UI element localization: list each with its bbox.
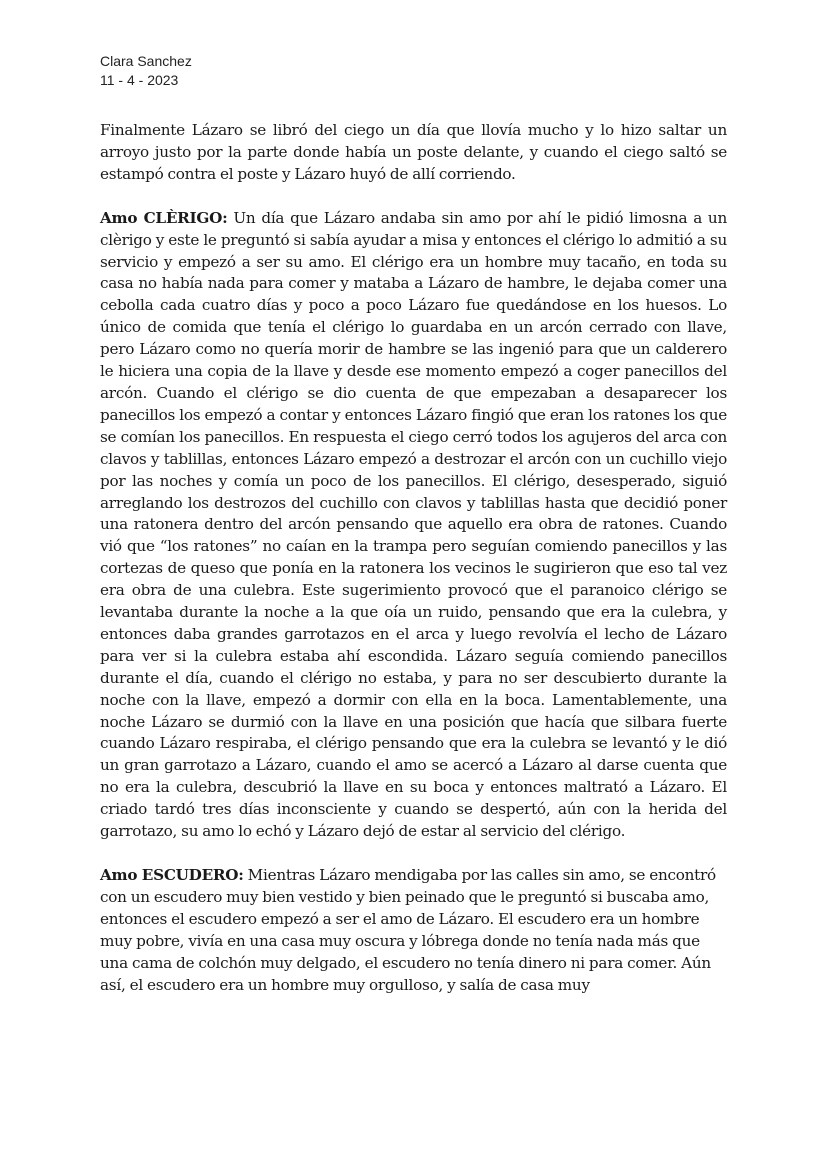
- author-name: Clara Sanchez: [100, 53, 192, 69]
- paragraph-intro: [100, 120, 727, 186]
- paragraph-text: Mientras Lázaro mendigaba por las calles sin amo, se encontró con un escudero muy bien vestido y bien peinado que le preguntó si buscaba amo, entonces el escudero empezó a ser el amo de Lázaro. El escudero era un hombre muy pobre, vivía en una casa muy oscura y lóbrega donde no tenía nada más que una cama de colchón muy delgado, el escudero no tenía dinero ni para comer. Aún así, el escudero era un hombre muy orgulloso, y salía de casa muy: [100, 866, 716, 994]
- paragraph-amo-escudero: [100, 865, 727, 996]
- section-label-clerigo: Amo CLÈRIGO:: [100, 208, 228, 227]
- paragraph-text: Un día que Lázaro andaba sin amo por ahí le pidió limosna a un clèrigo y este le preguntó si sabía ayudar a misa y entonces el clérigo lo admitió a su servicio y empezó a ser su amo. El clérigo era un hombre muy tacaño, en toda su casa no había nada para comer y mataba a Lázaro de hambre, le dejaba comer una cebolla cada cuatro días y poco a poco Lázaro fue quedándose en los huesos. Lo único de comida que tenía el clérigo lo guardaba en un arcón cerrado con llave, pero Lázaro como no quería morir de hambre se las ingenió para que un calderero le hiciera una copia de la llave y desde ese momento empezó a coger panecillos del arcón. Cuando el clérigo se dio cuenta de que empezaban a desaparecer los panecillos los empezó a contar y entonces Lázaro fingió que eran los ratones los que se comían los panecillos. En respuesta el ciego cerró todos los agujeros del arca con clavos y tablillas, entonces Lázaro empezó a destrozar el arcón con un cuchillo viejo por las noches y comía un poco de los panecillos. El clérigo, desesperado, siguió arreglando los destrozos del cuchillo con clavos y tablillas hasta que decidió poner una ratonera dentro del arcón pensando que aquello era obra de ratones. Cuando vió que “los ratones” no caían en la trampa pero seguían comiendo panecillos y las cortezas de queso que ponía en la ratonera los vecinos le sugirieron que eso tal vez era obra de una culebra. Este sugerimiento provocó que el paranoico clérigo se levantaba durante la noche a la que oía un ruido, pensando que era la culebra, y entonces daba grandes garrotazos en el arca y luego revolvía el lecho de Lázaro para ver si la culebra estaba ahí escondida. Lázaro seguía comiendo panecillos durante el día, cuando el clérigo no estaba, y para no ser descubierto durante la noche con la llave, empezó a dormir con ella en la boca. Lamentablemente, una noche Lázaro se durmió con la llave en una posición que hacía que silbara fuerte cuando Lázaro respiraba, el clérigo pensando que era la culebra se levantó y le dió un gran garrotazo a Lázaro, cuando el amo se acercó a Lázaro al darse cuenta que no era la culebra, descubrió la llave en su boca y entonces maltrató a Lázaro. El criado tardó tres días inconsciente y cuando se despertó, aún con la herida del garrotazo, su amo lo echó y Lázaro dejó de estar al servicio del clérigo.: [100, 208, 727, 841]
- paragraph-amo-clerigo: [100, 208, 727, 843]
- document-body: [100, 120, 727, 1018]
- paragraph-text: Finalmente Lázaro se libró del ciego un día que llovía mucho y lo hizo saltar un arroyo justo por la parte donde había un poste delante, y cuando el ciego saltó se estampó contra el poste y Lázaro huyó de allí corriendo.: [100, 121, 727, 183]
- section-label-escudero: Amo ESCUDERO:: [100, 866, 244, 884]
- document-header: [100, 52, 192, 90]
- document-date: 11 - 4 - 2023: [100, 72, 179, 88]
